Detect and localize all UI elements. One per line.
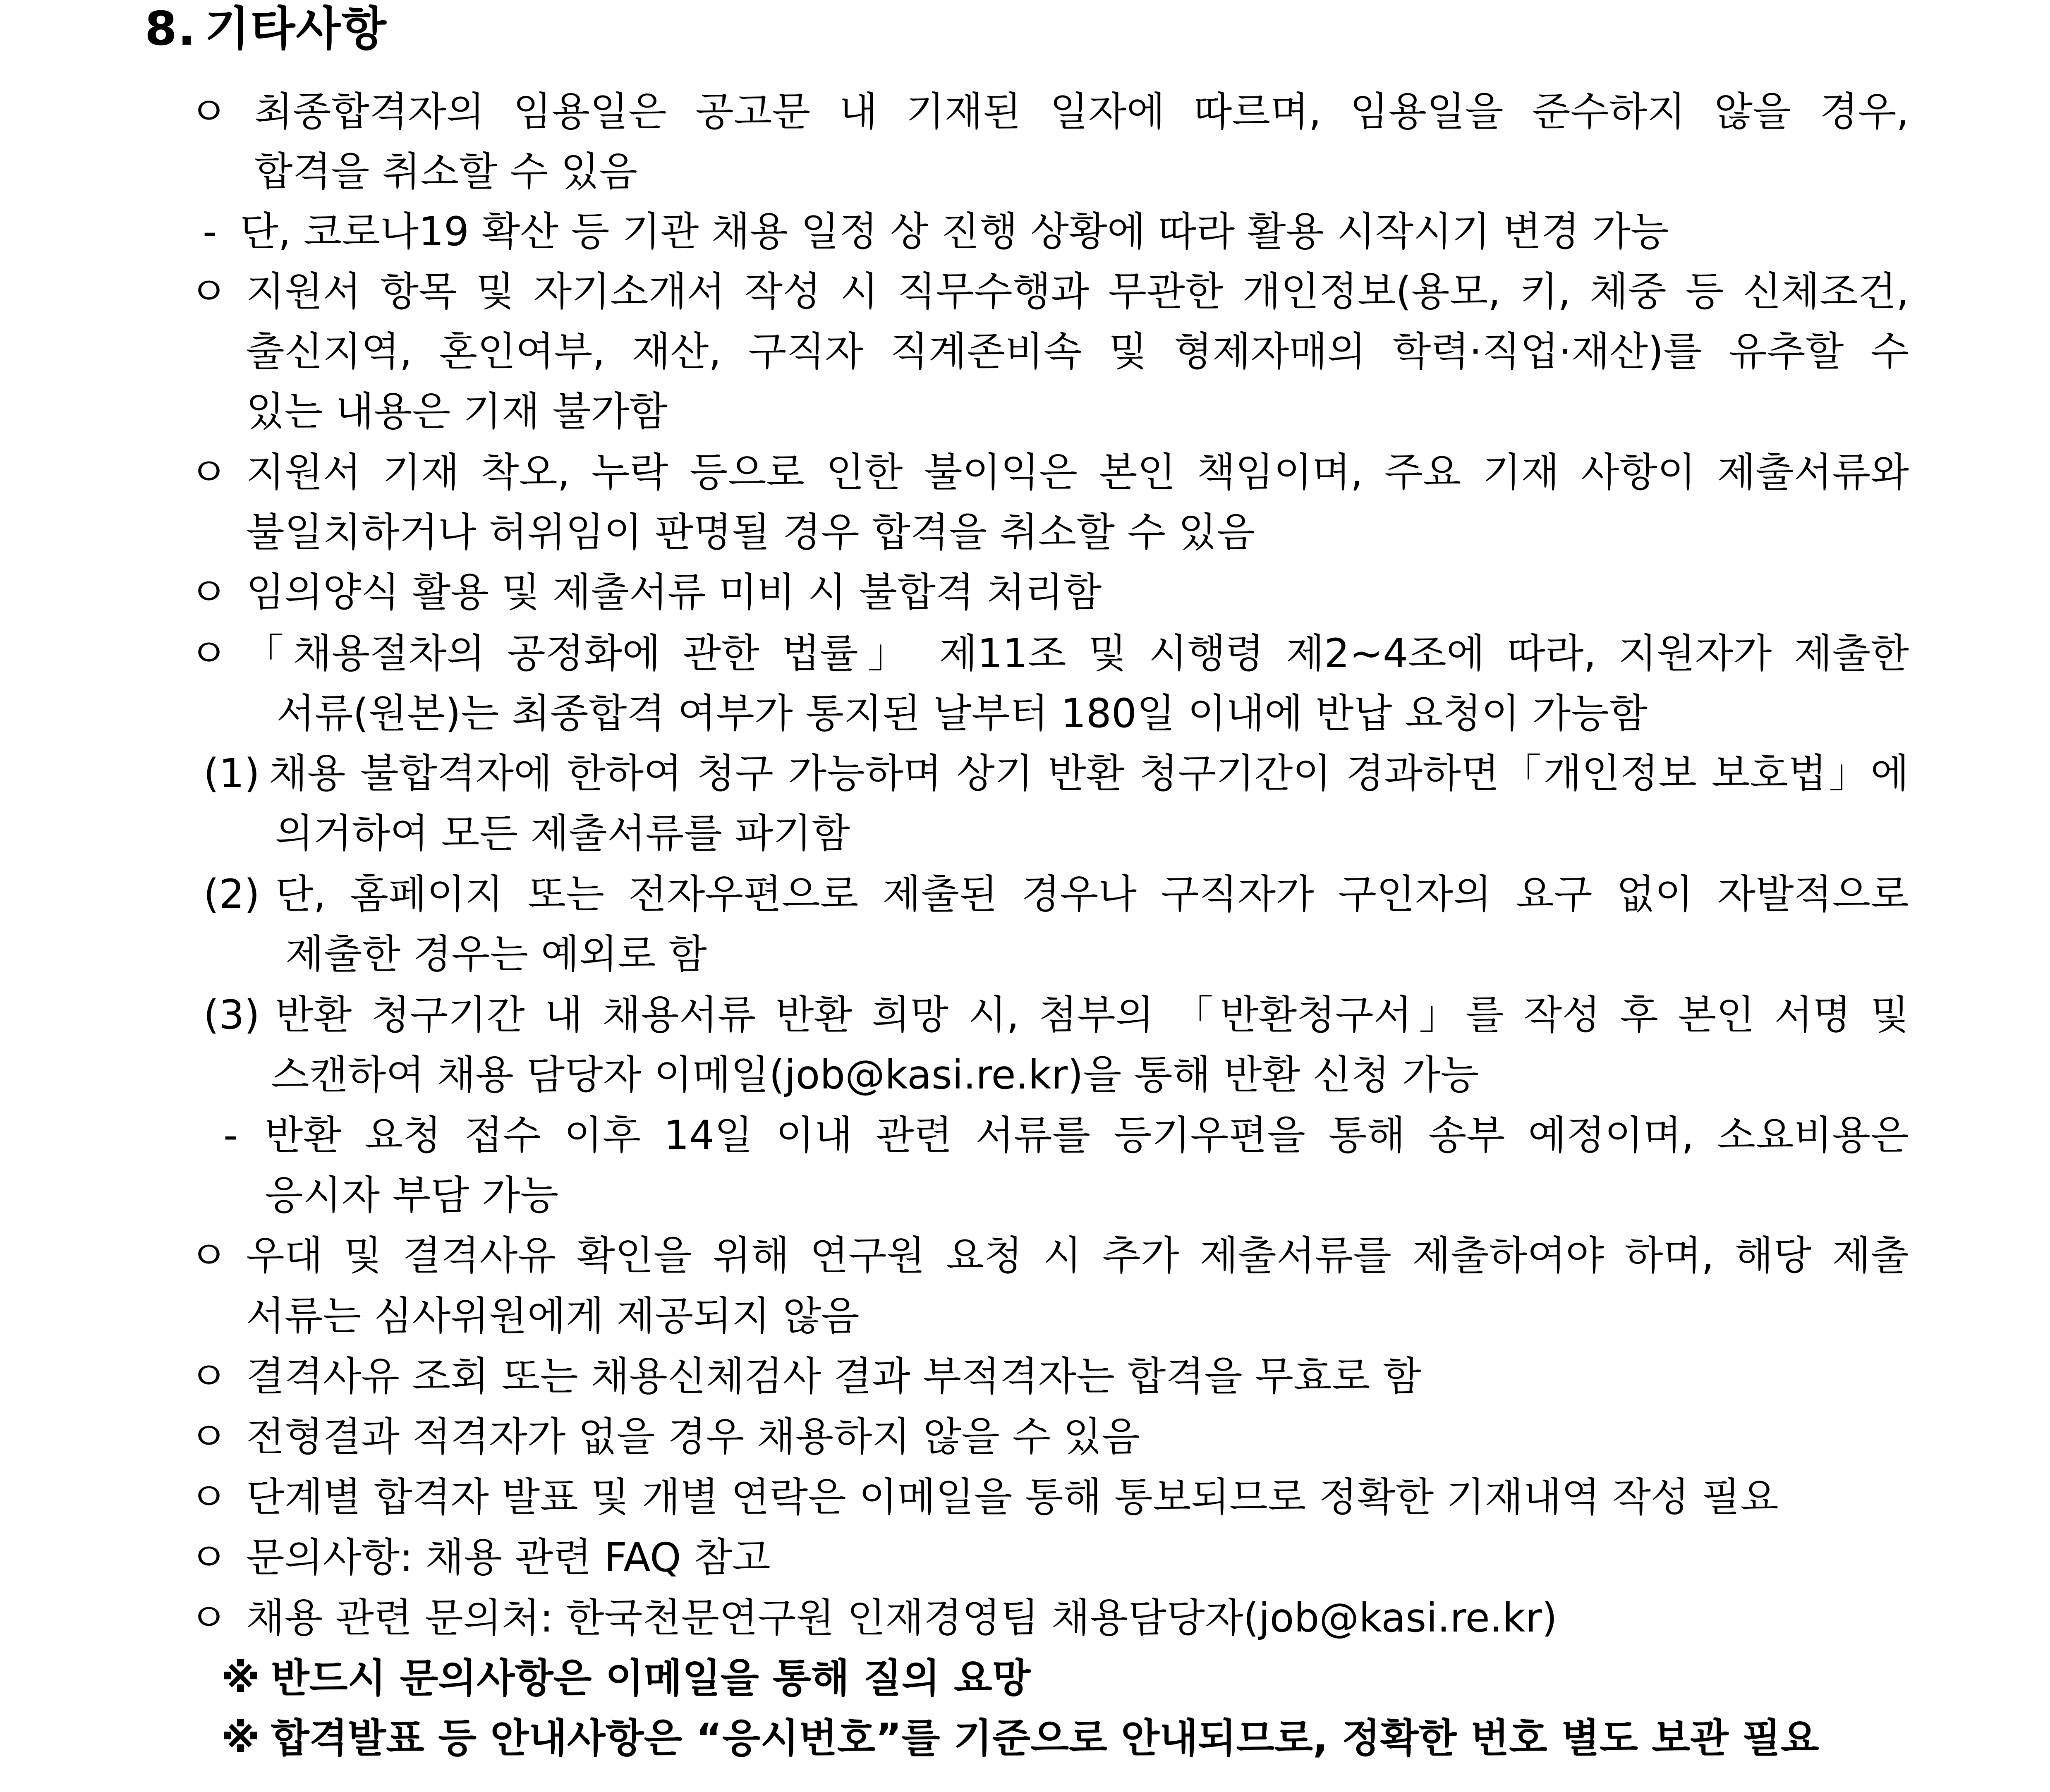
item-text: 지원서 기재 착오, 누락 등으로 인한 불이익은 본인 책임이며, 주요 기재 사항이 제출서류와: [246, 449, 1909, 495]
note-text: 반환 요청 접수 이후 14일 이내 관련 서류를 등기우편을 통해 송부 예정이며, 소요비용은: [265, 1112, 1909, 1158]
list-item: [0, 1347, 2050, 1405]
list-item: [0, 83, 2050, 141]
important-note-text: 합격발표 등 안내사항은 “응시번호”를 기준으로 안내되므로, 정확한 번호 별도 보관 필요: [271, 1715, 1819, 1761]
sub-item-number: (3): [204, 992, 260, 1038]
circle-bullet: ㅇ: [189, 268, 228, 315]
sub-item-text: 채용 불합격자에 한하여 청구 가능하며 상기 반환 청구기간이 경과하면「개인정보 보호법」에: [269, 750, 1909, 797]
dash-bullet: -: [223, 1112, 238, 1158]
sub-item-text: 제출한 경우는 예외로 함: [285, 931, 707, 977]
circle-bullet: ㅇ: [189, 1474, 228, 1520]
item-text: 있는 내용은 기재 불가함: [246, 388, 668, 435]
item-text: 채용 관련 문의처: 한국천문연구원 인재경영팀 채용담당자(job@kasi.re.kr): [246, 1595, 1557, 1641]
item-text: 합격을 취소할 수 있음: [254, 148, 638, 195]
important-note-text: 반드시 문의사항은 이메일을 통해 질의 요망: [271, 1655, 1031, 1701]
sub-item-note: [0, 1106, 2050, 1164]
list-item-continuation: [0, 383, 2050, 440]
item-text: 「채용절차의 공정화에 관한 법률」 제11조 및 시행령 제2~4조에 따라, 지원자가 제출한: [244, 630, 1909, 677]
item-text: 불일치하거나 허위임이 판명될 경우 합격을 취소할 수 있음: [246, 509, 1255, 555]
item-text: 우대 및 결격사유 확인을 위해 연구원 요청 시 추가 제출서류를 제출하여야 하며, 해당 제출: [246, 1232, 1909, 1279]
list-item-continuation: [0, 684, 2050, 742]
sub-item-continuation: [0, 804, 2050, 862]
circle-bullet: ㅇ: [189, 1595, 228, 1641]
sub-item-text: 스캔하여 채용 담당자 이메일(job@kasi.re.kr)을 통해 반환 신청 가능: [271, 1052, 1479, 1098]
important-note: [0, 1649, 2050, 1707]
sub-item: [0, 986, 2050, 1044]
item-text: 최종합격자의 임용일은 공고문 내 기재된 일자에 따르며, 임용일을 준수하지 않을 경우,: [254, 89, 1909, 135]
sub-item-note-continuation: [0, 1166, 2050, 1224]
list-item: [0, 563, 2050, 621]
item-text: 결격사유 조회 또는 채용신체검사 결과 부적격자는 합격을 무효로 함: [246, 1353, 1421, 1400]
circle-bullet: ㅇ: [189, 1414, 228, 1460]
list-item: [0, 1468, 2050, 1526]
sub-item: [0, 744, 2050, 802]
list-item-continuation: [0, 143, 2050, 201]
item-text: 임의양식 활용 및 제출서류 미비 시 불합격 처리함: [246, 569, 1102, 615]
item-text: 서류(원본)는 최종합격 여부가 통지된 날부터 180일 이내에 반납 요청이 가능함: [276, 690, 1648, 737]
list-item: [0, 624, 2050, 682]
list-item: [0, 443, 2050, 501]
list-item-continuation: [0, 503, 2050, 561]
sub-item: [0, 865, 2050, 923]
circle-bullet: ㅇ: [189, 89, 228, 135]
item-text: 단계별 합격자 발표 및 개별 연락은 이메일을 통해 통보되므로 정확한 기재내역 작성 필요: [246, 1474, 1779, 1520]
circle-bullet: ㅇ: [189, 630, 228, 677]
reference-mark-icon: ※: [221, 1655, 260, 1701]
list-item: [0, 1408, 2050, 1466]
item-text: 서류는 심사위원에게 제공되지 않음: [246, 1293, 860, 1339]
note-text: 응시자 부담 가능: [265, 1172, 559, 1218]
item-text: 전형결과 적격자가 없을 경우 채용하지 않을 수 있음: [246, 1414, 1140, 1460]
list-item-note: [0, 203, 2050, 261]
sub-item-text: 반환 청구기간 내 채용서류 반환 희망 시, 첨부의 「반환청구서」를 작성 후 본인 서명 및: [275, 992, 1909, 1038]
sub-item-number: (1): [204, 750, 260, 797]
item-text: 지원서 항목 및 자기소개서 작성 시 직무수행과 무관한 개인정보(용모, 키, 체중 등 신체조건,: [246, 268, 1909, 315]
list-item-continuation: [0, 323, 2050, 380]
item-text: 문의사항: 채용 관련 FAQ 참고: [246, 1534, 771, 1581]
important-note: [0, 1709, 2050, 1767]
sub-item-text: 의거하여 모든 제출서류를 파기함: [275, 810, 850, 857]
item-text: 출신지역, 혼인여부, 재산, 구직자 직계존비속 및 형제자매의 학력·직업·재산)를 유추할 수: [246, 328, 1909, 375]
list-item: [0, 1529, 2050, 1586]
circle-bullet: ㅇ: [189, 1534, 228, 1581]
circle-bullet: ㅇ: [189, 569, 228, 615]
dash-bullet: -: [203, 208, 217, 255]
list-item: [0, 1589, 2050, 1647]
list-item: [0, 1227, 2050, 1285]
circle-bullet: ㅇ: [189, 1353, 228, 1400]
sub-item-number: (2): [204, 871, 260, 917]
reference-mark-icon: ※: [221, 1715, 260, 1761]
sub-item-text: 단, 홈페이지 또는 전자우편으로 제출된 경우나 구직자가 구인자의 요구 없이 자발적으로: [275, 871, 1909, 917]
section-title: 기타사항: [205, 2, 387, 56]
sub-item-continuation: [0, 925, 2050, 983]
list-item-continuation: [0, 1287, 2050, 1345]
circle-bullet: ㅇ: [189, 449, 228, 495]
section-number: 8.: [145, 2, 196, 56]
list-item: [0, 263, 2050, 321]
circle-bullet: ㅇ: [189, 1232, 228, 1279]
section-heading: [0, 0, 2050, 58]
sub-item-continuation: [0, 1046, 2050, 1104]
note-text: 단, 코로나19 확산 등 기관 채용 일정 상 진행 상황에 따라 활용 시작시기 변경 가능: [240, 208, 1669, 255]
